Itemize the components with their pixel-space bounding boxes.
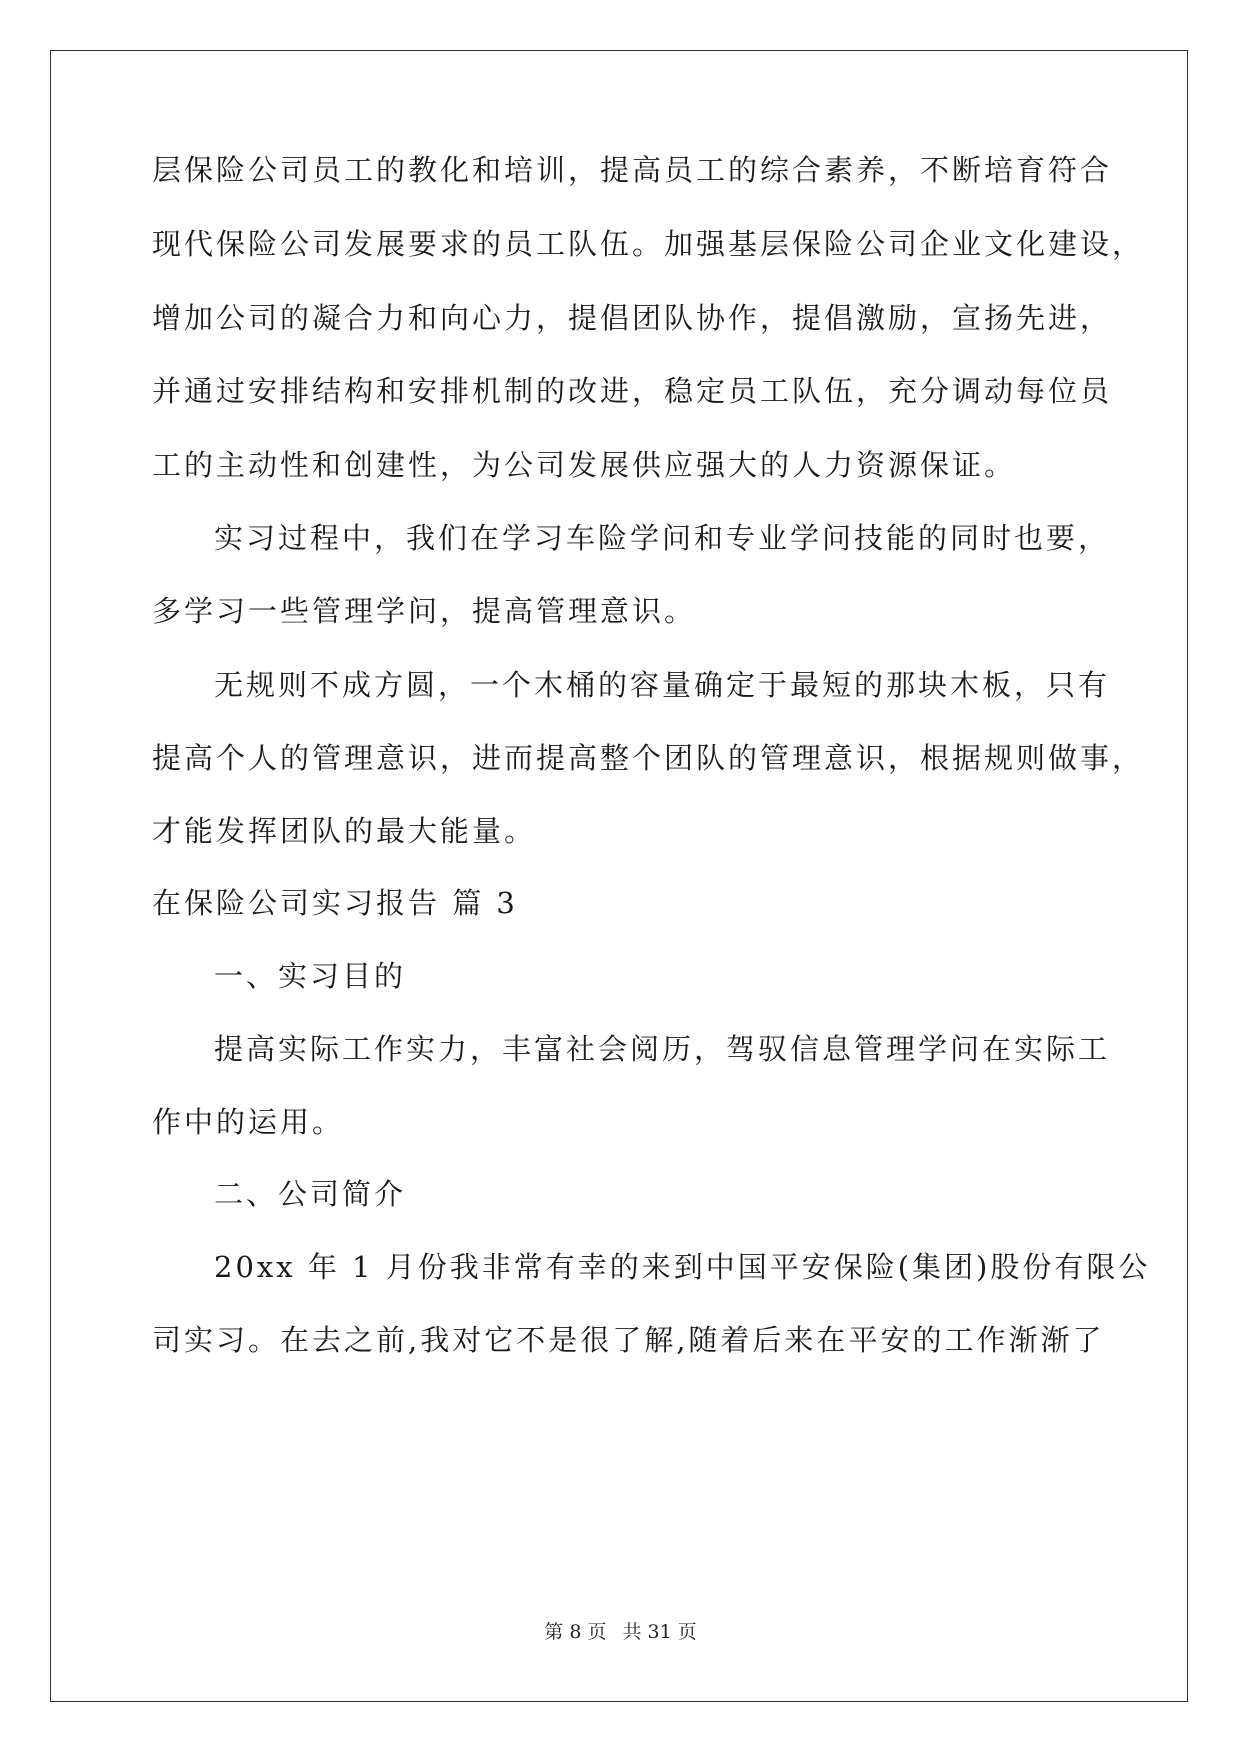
subheading-company: 二、公司简介 bbox=[214, 1177, 407, 1211]
body-line-3: 增加公司的凝合力和向心力，提倡团队协作，提倡激励，宣扬先进， bbox=[152, 301, 1113, 335]
body-line-5: 工的主动性和创建性，为公司发展供应强大的人力资源保证。 bbox=[152, 448, 1017, 482]
body-line-14: 作中的运用。 bbox=[152, 1105, 345, 1139]
body-line-17: 司实习。在去之前,我对它不是很了解,随着后来在平安的工作渐渐了 bbox=[152, 1323, 1105, 1357]
body-line-4: 并通过安排结构和安排机制的改进，稳定员工队伍，充分调动每位员 bbox=[152, 374, 1113, 408]
body-line-7: 多学习一些管理学问，提高管理意识。 bbox=[152, 594, 697, 628]
page-number: 第 8 页 bbox=[544, 1621, 607, 1643]
page-total: 共 31 页 bbox=[622, 1621, 697, 1643]
body-line-16: 20xx 年 1 月份我非常有幸的来到中国平安保险(集团)股份有限公 bbox=[214, 1250, 1151, 1284]
body-line-10: 才能发挥团队的最大能量。 bbox=[152, 814, 537, 848]
subheading-purpose: 一、实习目的 bbox=[214, 959, 407, 993]
page-footer bbox=[0, 1620, 1241, 1644]
section-heading: 在保险公司实习报告 篇 3 bbox=[152, 886, 518, 920]
body-line-6: 实习过程中，我们在学习车险学问和专业学问技能的同时也要， bbox=[214, 521, 1111, 555]
body-line-2: 现代保险公司发展要求的员工队伍。加强基层保险公司企业文化建设， bbox=[152, 227, 1145, 261]
body-line-13: 提高实际工作实力，丰富社会阅历，驾驭信息管理学问在实际工 bbox=[214, 1032, 1111, 1066]
body-line-9: 提高个人的管理意识，进而提高整个团队的管理意识，根据规则做事， bbox=[152, 741, 1145, 775]
body-line-8: 无规则不成方圆，一个木桶的容量确定于最短的那块木板，只有 bbox=[214, 668, 1111, 702]
body-line-1: 层保险公司员工的教化和培训，提高员工的综合素养，不断培育符合 bbox=[152, 153, 1113, 187]
